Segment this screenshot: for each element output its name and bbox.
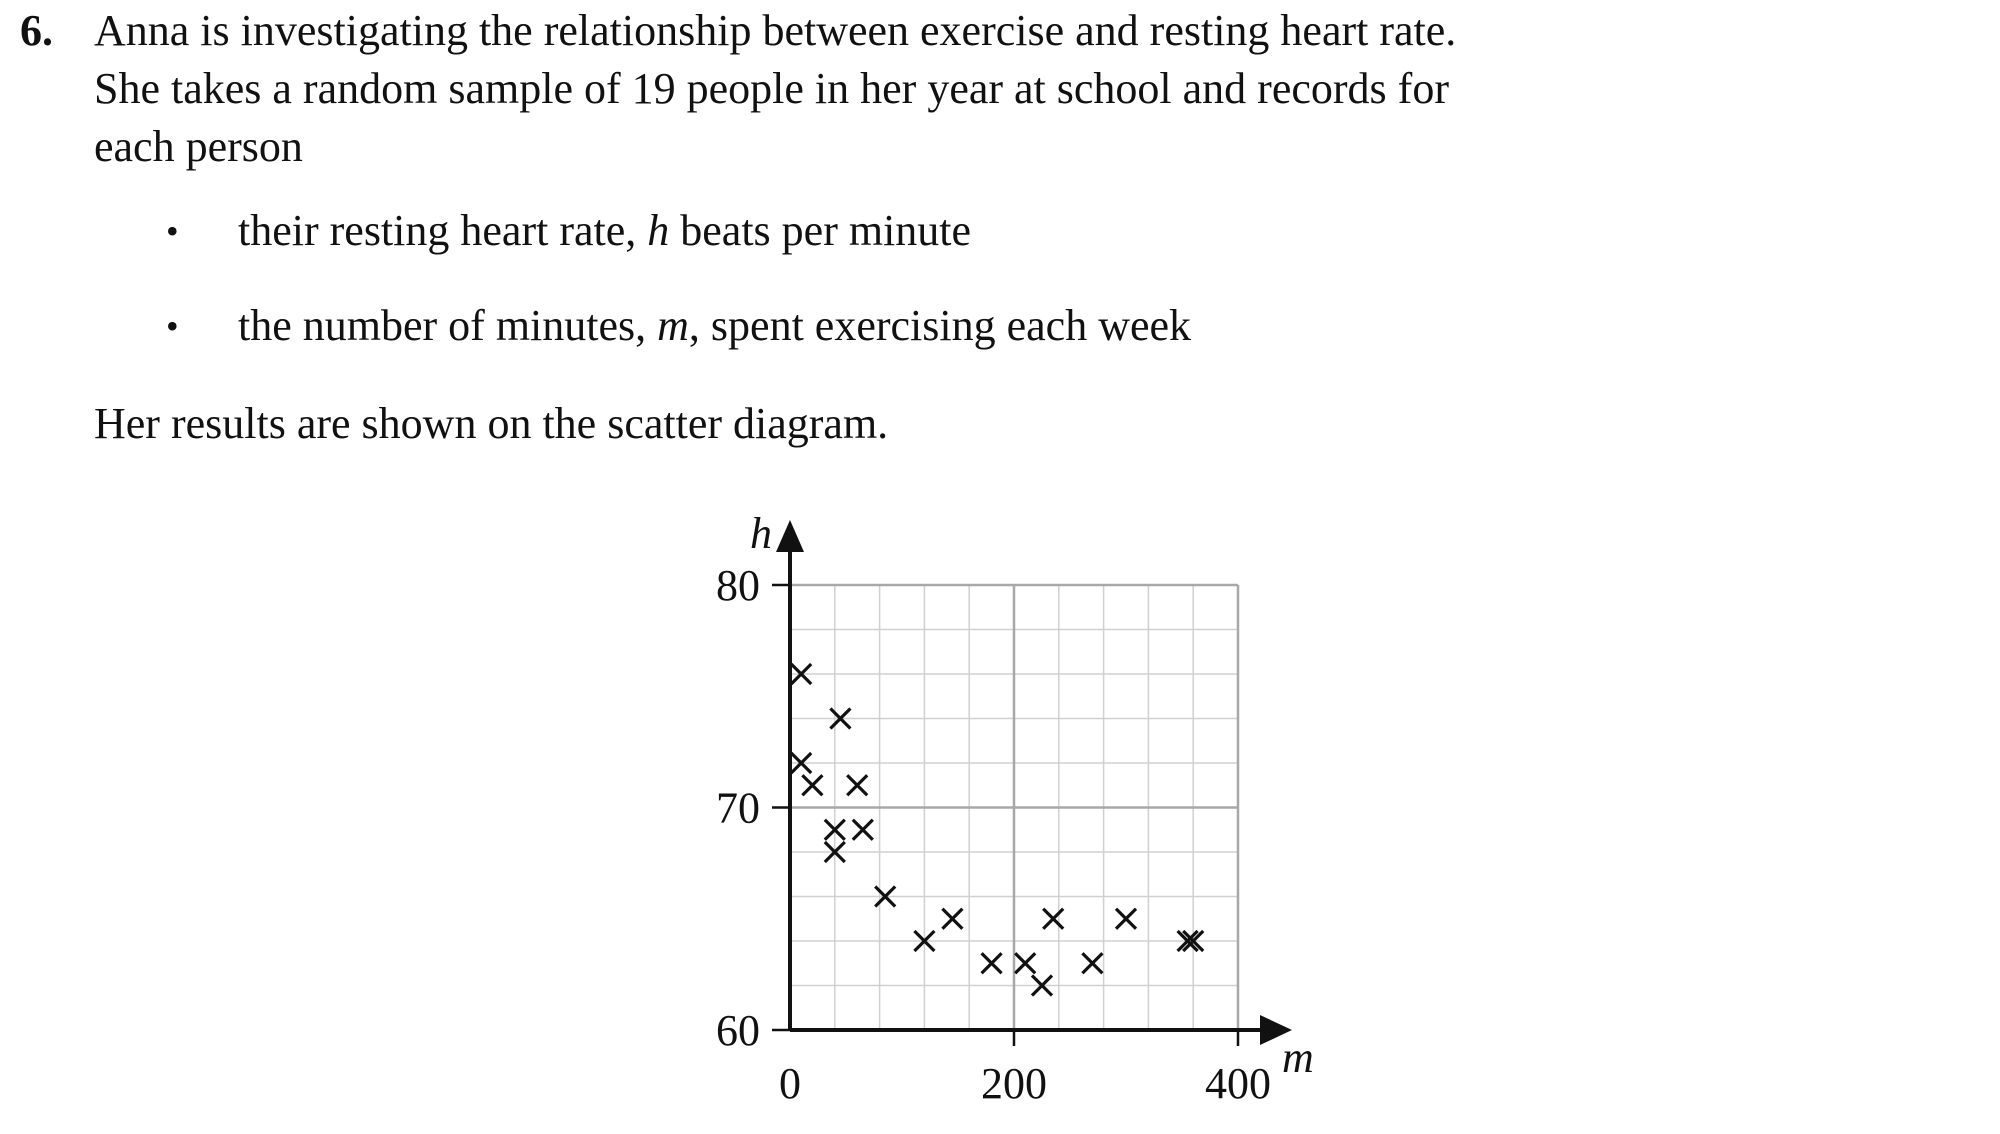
question-number: 6.: [20, 6, 53, 55]
list-item-text-after: beats per minute: [669, 206, 972, 255]
variable-m: m: [657, 301, 689, 350]
x-tick-label: 400: [1205, 1059, 1271, 1108]
question-line: each person: [94, 122, 303, 171]
y-tick-label: 60: [716, 1006, 760, 1055]
x-tick-label: 0: [779, 1059, 801, 1108]
data-point: [802, 775, 822, 795]
list-item-text-before: the number of minutes,: [238, 301, 658, 350]
list-item-text-after: , spent exercising each week: [688, 301, 1192, 350]
data-point: [1043, 909, 1063, 929]
chart-points: [791, 664, 1203, 996]
x-axis-label: m: [1282, 1033, 1314, 1082]
y-axis-arrow: [776, 520, 804, 552]
question-line: Anna is investigating the relationship between exercise and resting heart rate.: [94, 6, 1457, 55]
y-axis-label: h: [750, 509, 772, 558]
chart-ticks: [716, 561, 1271, 1108]
x-tick-label: 200: [981, 1059, 1047, 1108]
question-line: She takes a random sample of 19 people in her year at school and records for: [94, 64, 1449, 113]
y-tick-label: 80: [716, 561, 760, 610]
bullet-icon: •: [166, 306, 179, 346]
data-point: [1116, 909, 1136, 929]
bullet-icon: •: [166, 211, 179, 251]
data-point: [942, 909, 962, 929]
data-point: [847, 775, 867, 795]
data-point: [1015, 953, 1035, 973]
y-tick-label: 70: [716, 783, 760, 833]
list-item-text-before: their resting heart rate,: [238, 206, 648, 255]
variable-h: h: [647, 206, 670, 255]
chart-grid: [790, 585, 1238, 1030]
data-point: [982, 953, 1002, 973]
results-text: Her results are shown on the scatter diagram.: [94, 399, 889, 448]
data-point: [1082, 953, 1102, 973]
data-point: [853, 820, 873, 840]
